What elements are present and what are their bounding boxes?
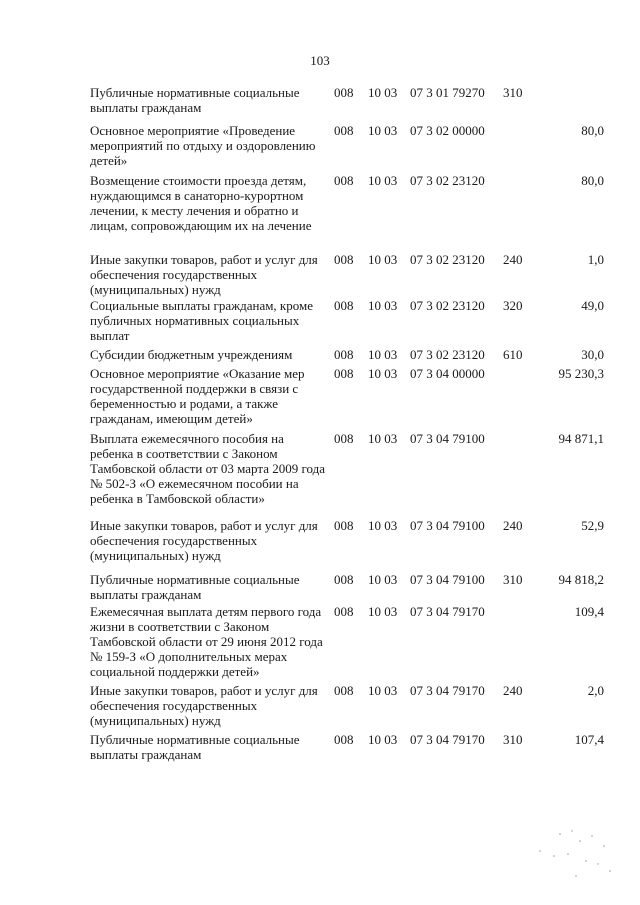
row-csr: 07 3 04 79170 <box>410 604 485 619</box>
row-csr: 07 3 04 79170 <box>410 683 485 698</box>
row-csr: 07 3 01 79270 <box>410 85 485 100</box>
row-ved: 008 <box>334 518 354 533</box>
row-ved: 008 <box>334 683 354 698</box>
row-csr: 07 3 02 00000 <box>410 123 485 138</box>
scan-noise-dots <box>510 826 620 886</box>
row-sum: 94 818,2 <box>558 572 604 587</box>
row-name: Социальные выплаты гражданам, кроме публичных нормативных социальных выплат <box>90 298 313 343</box>
row-razdel: 10 03 <box>368 123 398 138</box>
row-razdel: 10 03 <box>368 604 398 619</box>
row-vr: 310 <box>503 572 523 587</box>
row-name: Публичные нормативные социальные выплаты гражданам <box>90 572 300 602</box>
row-sum: 109,4 <box>574 604 604 619</box>
row-sum: 80,0 <box>581 123 604 138</box>
row-vr: 610 <box>503 347 523 362</box>
row-name: Публичные нормативные социальные выплаты гражданам <box>90 85 300 115</box>
row-vr: 240 <box>503 518 523 533</box>
row-sum: 52,9 <box>581 518 604 533</box>
row-name: Публичные нормативные социальные выплаты гражданам <box>90 732 300 762</box>
row-razdel: 10 03 <box>368 732 398 747</box>
row-name: Возмещение стоимости проезда детям, нуждающимся в санаторно-курортном лечении, к месту лечения и обратно и лицам, сопровождающим их на лечение <box>90 173 312 233</box>
row-ved: 008 <box>334 366 354 381</box>
row-sum: 30,0 <box>581 347 604 362</box>
row-sum: 1,0 <box>587 252 604 267</box>
row-vr: 320 <box>503 298 523 313</box>
row-ved: 008 <box>334 298 354 313</box>
row-name: Иные закупки товаров, работ и услуг для обеспечения государственных (муниципальных) нужд <box>90 252 318 297</box>
row-ved: 008 <box>334 732 354 747</box>
row-csr: 07 3 04 79100 <box>410 431 485 446</box>
row-csr: 07 3 02 23120 <box>410 298 485 313</box>
row-ved: 008 <box>334 252 354 267</box>
row-ved: 008 <box>334 173 354 188</box>
row-ved: 008 <box>334 604 354 619</box>
page-number: 103 <box>310 53 330 68</box>
row-name: Основное мероприятие «Проведение мероприятий по отдыху и оздоровлению детей» <box>90 123 316 168</box>
row-name: Субсидии бюджетным учреждениям <box>90 347 293 362</box>
row-csr: 07 3 04 79100 <box>410 572 485 587</box>
row-razdel: 10 03 <box>368 366 398 381</box>
row-vr: 310 <box>503 732 523 747</box>
row-vr: 240 <box>503 252 523 267</box>
row-sum: 80,0 <box>581 173 604 188</box>
row-name: Основное мероприятие «Оказание мер государственной поддержки в связи с беременностью и родами, а также гражданам, имеющим детей» <box>90 366 305 426</box>
row-csr: 07 3 04 79100 <box>410 518 485 533</box>
row-csr: 07 3 04 00000 <box>410 366 485 381</box>
row-csr: 07 3 02 23120 <box>410 252 485 267</box>
row-vr: 310 <box>503 85 523 100</box>
row-csr: 07 3 04 79170 <box>410 732 485 747</box>
row-ved: 008 <box>334 85 354 100</box>
row-sum: 95 230,3 <box>558 366 604 381</box>
row-razdel: 10 03 <box>368 683 398 698</box>
row-sum: 94 871,1 <box>558 431 604 446</box>
row-razdel: 10 03 <box>368 347 398 362</box>
row-ved: 008 <box>334 123 354 138</box>
row-name: Ежемесячная выплата детям первого года жизни в соответствии с Законом Тамбовской области от 29 июня 2012 года № 159-З «О дополнительных мерах социальной поддержки детей» <box>90 604 323 679</box>
row-name: Выплата ежемесячного пособия на ребенка в соответствии с Законом Тамбовской области от 03 марта 2009 года № 502-З «О ежемесячном пособии на ребенка в Тамбовской области» <box>90 431 326 506</box>
row-razdel: 10 03 <box>368 298 398 313</box>
row-vr: 240 <box>503 683 523 698</box>
row-razdel: 10 03 <box>368 85 398 100</box>
row-name: Иные закупки товаров, работ и услуг для обеспечения государственных (муниципальных) нужд <box>90 683 318 728</box>
row-sum: 2,0 <box>587 683 604 698</box>
row-csr: 07 3 02 23120 <box>410 173 485 188</box>
row-razdel: 10 03 <box>368 252 398 267</box>
row-sum: 49,0 <box>581 298 604 313</box>
row-razdel: 10 03 <box>368 518 398 533</box>
row-sum: 107,4 <box>574 732 604 747</box>
row-ved: 008 <box>334 347 354 362</box>
row-ved: 008 <box>334 572 354 587</box>
row-name: Иные закупки товаров, работ и услуг для обеспечения государственных (муниципальных) нужд <box>90 518 318 563</box>
row-ved: 008 <box>334 431 354 446</box>
row-razdel: 10 03 <box>368 173 398 188</box>
row-razdel: 10 03 <box>368 431 398 446</box>
row-razdel: 10 03 <box>368 572 398 587</box>
row-csr: 07 3 02 23120 <box>410 347 485 362</box>
